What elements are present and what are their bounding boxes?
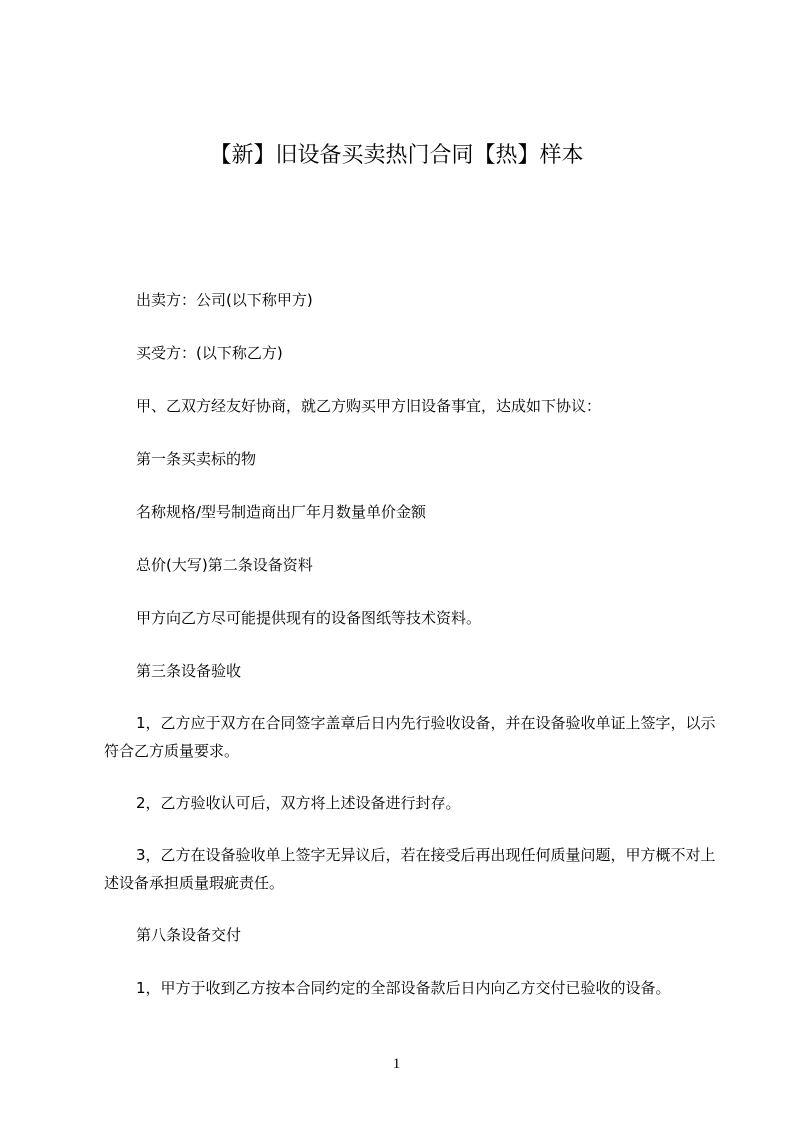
- page-number: 1: [392, 1056, 401, 1072]
- document-title: 【新】旧设备买卖热门合同【热】样本: [209, 143, 584, 168]
- acceptance-clause-3: 3，乙方在设备验收单上签字无异议后，若在接受后再出现任何质量问题，甲方概不对上述设备承担质量瑕疵责任。: [104, 846, 716, 892]
- article-3-heading: 第三条设备验收: [136, 662, 242, 680]
- acceptance-clause-2: 2，乙方验收认可后，双方将上述设备进行封存。: [136, 794, 461, 812]
- seller-line: 出卖方：公司(以下称甲方): [136, 291, 313, 309]
- buyer-line: 买受方：(以下称乙方): [136, 344, 283, 362]
- document-body: [104, 285, 720, 1026]
- agreement-intro: 甲、乙双方经友好协商，就乙方购买甲方旧设备事宜，达成如下协议：: [136, 397, 602, 415]
- article-1-heading: 第一条买卖标的物: [136, 450, 257, 468]
- delivery-clause-1: 1，甲方于收到乙方按本合同约定的全部设备款后日内向乙方交付已验收的设备。: [136, 979, 671, 997]
- acceptance-clause-1: 1，乙方应于双方在合同签字盖章后日内先行验收设备，并在设备验收单证上签字，以示符合乙方质量要求。: [104, 714, 716, 760]
- equipment-docs-line: 甲方向乙方尽可能提供现有的设备图纸等技术资料。: [136, 609, 482, 627]
- item-columns-line: 名称规格/型号制造商出厂年月数量单价金额: [136, 503, 427, 521]
- total-price-line: 总价(大写)第二条设备资料: [136, 556, 313, 574]
- article-8-heading: 第八条设备交付: [136, 926, 242, 944]
